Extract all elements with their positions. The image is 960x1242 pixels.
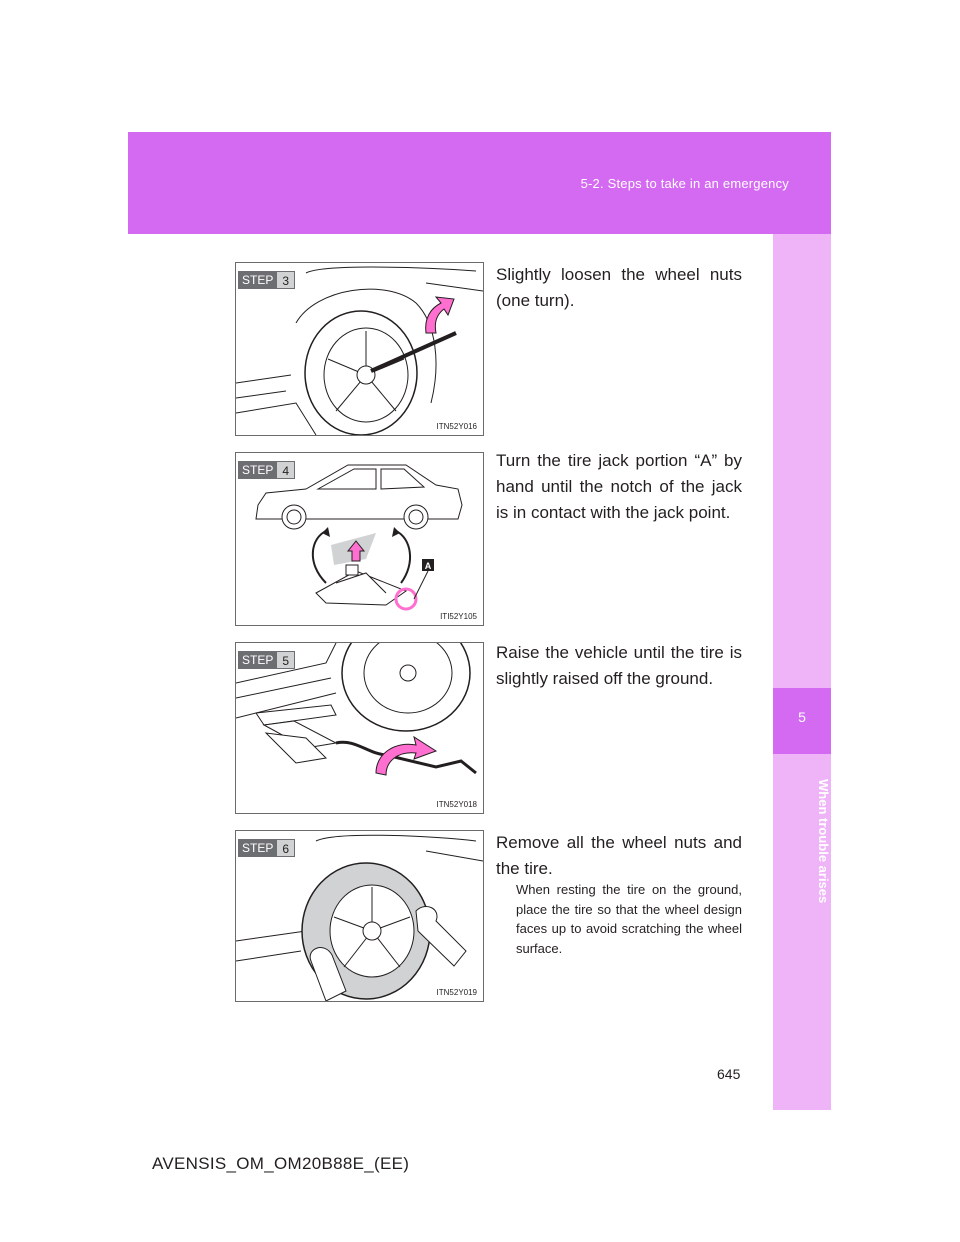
callout-a: A	[424, 561, 432, 571]
section-title: 5-2. Steps to take in an emergency	[580, 176, 789, 191]
step-4-figure	[235, 452, 484, 626]
figure-code: ITN52Y016	[436, 422, 477, 431]
footer-doc-code: AVENSIS_OM_OM20B88E_(EE)	[152, 1154, 410, 1173]
figure-code: ITN52Y018	[436, 800, 477, 809]
step-3-figure	[235, 262, 484, 436]
step-6-note: When resting the tire on the ground, place the tire so that the wheel design faces up to avoid scratching the wheel surface.	[516, 882, 742, 956]
step-4-badge: STEP 4	[238, 461, 295, 479]
step-4-text: Turn the tire jack portion “A” by hand until the notch of the jack is in contact with the jack point.	[496, 451, 742, 522]
step-6-figure	[235, 830, 484, 1002]
header-band	[128, 132, 831, 234]
figure-code: ITN52Y019	[436, 988, 477, 997]
chapter-number: 5	[773, 688, 831, 754]
step-6-text: Remove all the wheel nuts and the tire.	[496, 833, 742, 878]
chapter-side-tab	[773, 234, 831, 1110]
page-number: 645	[717, 1066, 741, 1082]
step-3-badge: STEP 3	[238, 271, 295, 289]
chapter-title: When trouble arises	[816, 778, 831, 904]
step-5-badge: STEP 5	[238, 651, 295, 669]
step-5-text: Raise the vehicle until the tire is slightly raised off the ground.	[496, 643, 742, 688]
figure-code: ITI52Y105	[440, 612, 477, 621]
step-5-figure	[235, 642, 484, 814]
step-6-badge: STEP 6	[238, 839, 295, 857]
step-3-text: Slightly loosen the wheel nuts (one turn).	[496, 265, 742, 310]
